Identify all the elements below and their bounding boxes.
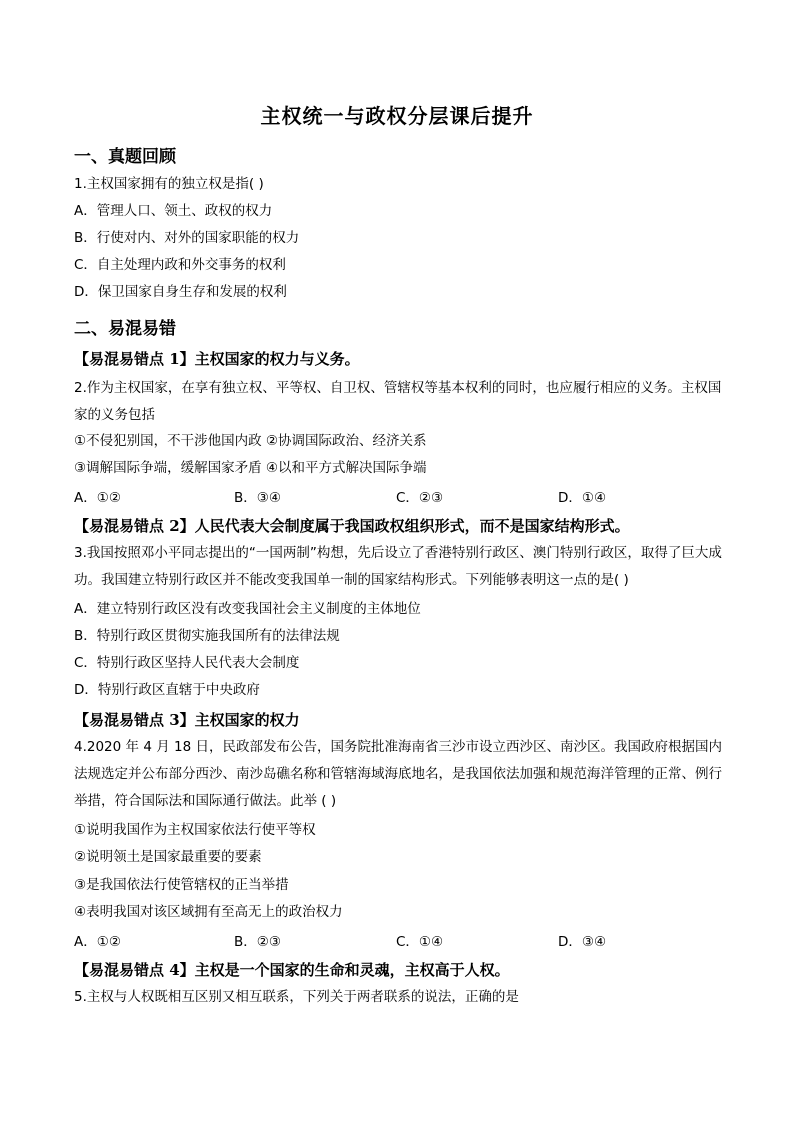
question-2-item-row-2: ③调解国际争端，缓解国家矛盾 ④以和平方式解决国际争端 <box>74 460 427 476</box>
question-4-choice-b: B．②③ <box>234 934 281 950</box>
question-3-stem: 3.我国按照邓小平同志提出的“一国两制”构想，先后设立了香港特别行政区、澳门特别行政区，取得了巨大成功。我国建立特别行政区并不能改变我国单一制的国家结构形式。下列能够表明这一点的是( ) <box>74 545 722 588</box>
question-1-stem: 1.主权国家拥有的独立权是指( ) <box>74 176 264 192</box>
question-3-option-c: C．特别行政区坚持人民代表大会制度 <box>74 655 300 671</box>
question-4-choices <box>74 930 724 948</box>
question-3-option-a: A．建立特别行政区没有改变我国社会主义制度的主体地位 <box>74 601 421 617</box>
confusable-point-2: 【易混易错点 2】人民代表大会制度属于我国政权组织形式，而不是国家结构形式。 <box>74 517 630 535</box>
question-2-choices <box>74 486 724 504</box>
question-4-stem: 4.2020 年 4 月 18 日，民政部发布公告，国务院批准海南省三沙市设立西沙区、南沙区。我国政府根据国内法规选定并公布部分西沙、南沙岛礁名称和管辖海域海底地名，是我国依法加强和规范海洋管理的正常、例行举措，符合国际法和国际通行做法。此举 ( ) <box>74 739 722 809</box>
question-4-item-1: ①说明我国作为主权国家依法行使平等权 <box>74 822 316 838</box>
confusable-point-3: 【易混易错点 3】主权国家的权力 <box>74 711 300 729</box>
question-1-option-a: A．管理人口、领土、政权的权力 <box>74 203 273 219</box>
question-2-choice-d: D．①④ <box>558 490 607 506</box>
question-2-choice-c: C．②③ <box>396 490 444 506</box>
question-4-item-4: ④表明我国对该区域拥有至高无上的政治权力 <box>74 904 343 920</box>
question-5-stem: 5.主权与人权既相互区别又相互联系，下列关于两者联系的说法，正确的是 <box>74 989 519 1005</box>
confusable-point-1: 【易混易错点 1】主权国家的权力与义务。 <box>74 350 360 368</box>
page-title: 主权统一与政权分层课后提升 <box>260 104 534 128</box>
question-1-option-d: D．保卫国家自身生存和发展的权利 <box>74 284 287 300</box>
question-4-choice-a: A．①② <box>74 934 121 950</box>
question-2-choice-a: A．①② <box>74 490 121 506</box>
confusable-point-4: 【易混易错点 4】主权是一个国家的生命和灵魂，主权高于人权。 <box>74 961 510 979</box>
question-1-option-c: C．自主处理内政和外交事务的权利 <box>74 257 286 273</box>
question-3-option-b: B．特别行政区贯彻实施我国所有的法律法规 <box>74 628 340 644</box>
question-4-choice-d: D．③④ <box>558 934 607 950</box>
question-2-stem: 2.作为主权国家，在享有独立权、平等权、自卫权、管辖权等基本权利的同时，也应履行相应的义务。主权国家的义务包括 <box>74 380 722 423</box>
question-4-item-2: ②说明领土是国家最重要的要素 <box>74 849 262 865</box>
section-heading-confusable: 二、易混易错 <box>74 319 176 339</box>
question-2-item-row-1: ①不侵犯别国，不干涉他国内政 ②协调国际政治、经济关系 <box>74 433 427 449</box>
question-1-option-b: B．行使对内、对外的国家职能的权力 <box>74 230 300 246</box>
question-2-choice-b: B．③④ <box>234 490 281 506</box>
section-heading-review: 一、真题回顾 <box>74 147 176 167</box>
question-4-item-3: ③是我国依法行使管辖权的正当举措 <box>74 877 289 893</box>
question-4-choice-c: C．①④ <box>396 934 444 950</box>
question-3-option-d: D．特别行政区直辖于中央政府 <box>74 682 260 698</box>
